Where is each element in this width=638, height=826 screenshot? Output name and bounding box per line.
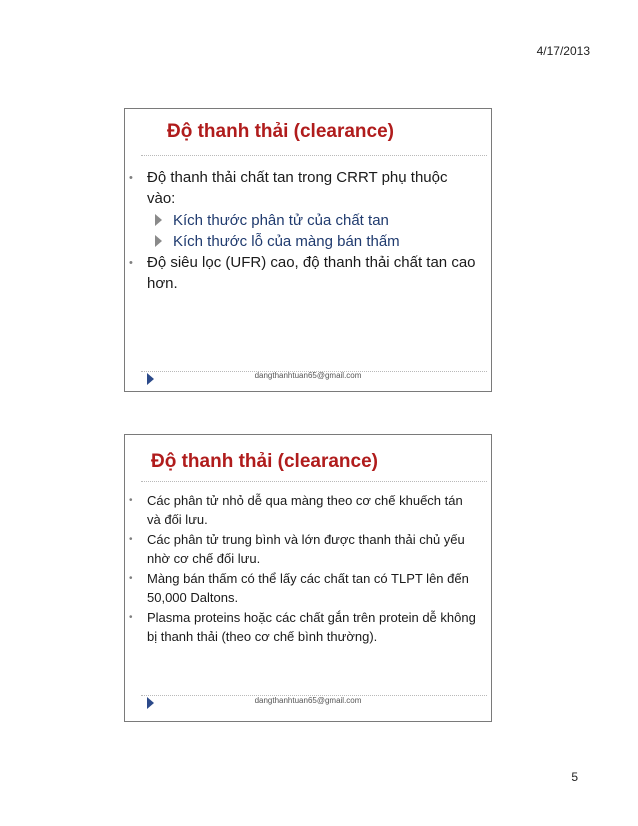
bullet-text: Độ thanh thải chất tan trong CRRT phụ thuộc vào: bbox=[147, 169, 448, 207]
bullet-text: Các phân tử trung bình và lớn được thanh thải chủ yếu nhờ cơ chế đối lưu. bbox=[147, 532, 465, 566]
bullet-item bbox=[125, 252, 477, 294]
title-divider bbox=[141, 155, 487, 156]
title-divider bbox=[141, 481, 487, 482]
bullet-item bbox=[125, 608, 477, 646]
bullet-dot-icon: • bbox=[129, 172, 133, 184]
slide-title: Độ thanh thải (clearance) bbox=[167, 121, 394, 142]
bullet-item bbox=[125, 530, 477, 568]
page-number: 5 bbox=[571, 770, 578, 784]
bullet-item bbox=[125, 167, 477, 209]
bullet-item bbox=[125, 569, 477, 607]
sub-bullet-item bbox=[125, 210, 491, 231]
bullet-dot-icon: • bbox=[129, 534, 133, 545]
footer-email: dangthanhtuan65@gmail.com bbox=[254, 696, 362, 705]
slide-1 bbox=[124, 108, 492, 392]
slide-2 bbox=[124, 434, 492, 722]
slide-content bbox=[125, 491, 491, 647]
slide-title: Độ thanh thải (clearance) bbox=[151, 451, 378, 472]
sub-bullet-text: Kích thước lỗ của màng bán thấm bbox=[173, 233, 400, 250]
page-date: 4/17/2013 bbox=[536, 44, 590, 58]
bullet-text: Độ siêu lọc (UFR) cao, độ thanh thải chất tan cao hơn. bbox=[147, 254, 476, 292]
bullet-text: Màng bán thấm có thể lấy các chất tan có TLPT lên đến 50,000 Daltons. bbox=[147, 571, 469, 605]
bullet-dot-icon: • bbox=[129, 257, 133, 269]
bullet-dot-icon: • bbox=[129, 612, 133, 623]
bullet-dot-icon: • bbox=[129, 573, 133, 584]
slide-content bbox=[125, 167, 491, 295]
triangle-bullet-icon bbox=[155, 235, 162, 247]
footer-email: dangthanhtuan65@gmail.com bbox=[254, 371, 362, 380]
bullet-dot-icon: • bbox=[129, 495, 133, 506]
triangle-bullet-icon bbox=[155, 214, 162, 226]
bullet-text: Plasma proteins hoặc các chất gắn trên protein dễ không bị thanh thải (theo cơ chế bình thường). bbox=[147, 610, 476, 644]
sub-bullet-item bbox=[125, 231, 491, 252]
sub-bullet-text: Kích thước phân tử của chất tan bbox=[173, 212, 389, 229]
bullet-text: Các phân tử nhỏ dễ qua màng theo cơ chế khuếch tán và đối lưu. bbox=[147, 493, 463, 527]
bullet-item bbox=[125, 491, 477, 529]
